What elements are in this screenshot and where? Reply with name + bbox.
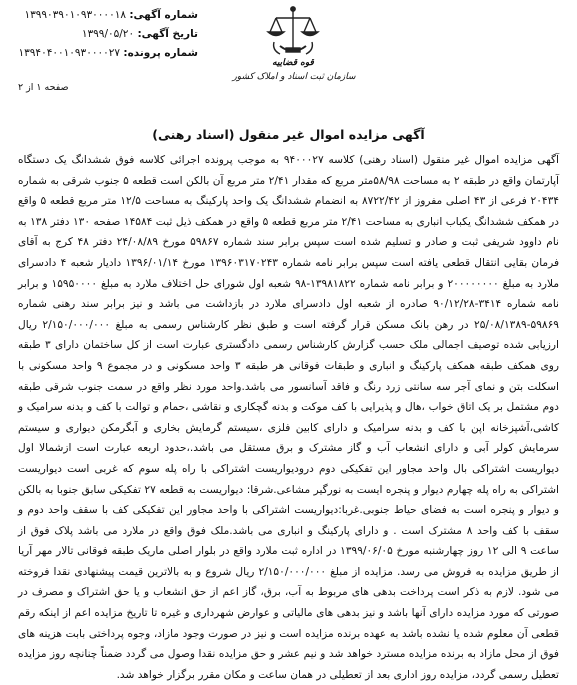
org-name-secondary: سازمان ثبت اسناد و املاک کشور (232, 72, 356, 82)
org-name-primary: قوه قضاییه (272, 58, 314, 68)
file-number-row (8, 44, 198, 63)
notice-number-label: شماره آگهی: (129, 9, 198, 21)
file-number: ۱۳۹۴۰۴۰۰۱۰۹۳۰۰۰۰۲۷ (18, 47, 121, 59)
notice-date: ۱۳۹۹/۰۵/۲۰ (81, 28, 135, 40)
notice-date-label: تاریخ آگهی: (137, 28, 198, 40)
notice-number-row (8, 6, 198, 25)
notice-number: ۱۳۹۹۰۳۹۰۱۰۹۳۰۰۰۰۱۸ (24, 9, 126, 21)
notice-title: آگهی مزایده اموال غیر منقول (اسناد رهنی) (152, 127, 425, 142)
notice-date-row (8, 25, 198, 44)
file-number-label: شماره پرونده: (123, 47, 198, 59)
notice-body: آگهی مزایده اموال غیر منقول (اسناد رهنی) کلاسه ۹۴۰۰۰۲۷ به موجب پرونده اجرائی کلاسه فوق ششدانگ یک دستگاه آپارتمان واقع در طبقه ۲ به مساحت ۵۸/۹۸متر مربع که مقدار ۲/۴۱ متر مربع آن بالکن است قطعه ۵ جنوب شرقی به شماره ۲۰۴۳۴ فرعی از ۴۳ اصلی مفروز از ۸۷۲۲/۴۲ به انضمام ششدانگ یک واحد پارکینگ به مساحت ۱۲/۵ متر مربع قطعه ۵ واقع در همکف ششدانگ یکباب انباری به مساحت ۲/۴۱ متر مربع قطعه ۵ واقع در همکف ذیل ثبت ۱۴۵۸۴ صفحه ۱۳۰ دفتر ۱۳۸ به نام داوود شریفی ثبت و صادر و تسلیم شده است سپس برابر سند شماره ۵۹۸۶۷ مورخ ۲۴/۰۸/۸۹ دفتر ۴۸ کرج به آقای فرمان بقایی انتقال قطعی یافته است سپس برابر نامه شماره ۱۳۹۶۰۳۱۷۰۲۴۳ مورخ ۱۳۹۶/۰۱/۱۴ دادیار شعبه ۴ دادسرای ملارد به مبلغ ۲۰۰۰۰۰۰۰۰ و برابر نامه شماره ۱۳۹۸۱۸۲۲-۹۸ شعبه اول شورای حل اختلاف ملارد به مبلغ ۱۵۹۵۰۰۰۰ و برابر نامه شماره ۳۴۱۴-۹۰/۱۲/۲۸ صادره از شعبه اول دادسرای ملارد در بازداشت می باشد و نیز برابر سند رهنی شماره ۵۹۸۶۹-۲۵/۰۸/۱۳۸۹ در رهن بانک مسکن قرار گرفته است و طبق نظر کارشناس رسمی به مبلغ ۲/۱۵۰/۰۰۰/۰۰۰ ریال ارزیابی شده توصیف اجمالی ملک حسب گزارش کارشناس رسمی دادگستری عبارت است از کل ساختمان دارای ۳ طبقه روی همکف طبقه همکف پارکینگ و انباری و طبقات فوقانی هر طبقه ۳ واحد مسکونی و در مجموع ۹ واحد مسکونی با اسکلت بتن و نمای آجر سه سانتی زرد رنگ و فاقد آسانسور می باشد.واحد مورد نظر واقع در سمت جنوب شرقی طبقه دوم مشتمل بر یک اتاق خواب ،هال و پذیرایی با کف موکت و بدنه گچکاری و نقاشی ،حمام و توالت با کف و بدنه سرامیک و کاشی،آشپزخانه اپن با کف و بدنه سرامیک و دارای کابین فلزی ،سیستم گرمایش بخاری و آبگرمکن دیواری و سیستم سرمایش کولر آبی و دارای انشعاب آب و گاز مشترک و برق مستقل می باشد.،حدود اربعه عبارت است ازشمالا اول دیواریست اشتراکی بال واحد مجاور این تفکیکی دوم درودیواریست اشتراکی با راه پله سوم که غربی است دیواریست اشتراکی به راه پله چهارم دیوار و پنجره ایست به نورگیر مشاعی.شرقا: دیواریست به قطعه ۲۷ تفکیکی سابق جنوبا به بالکن و دیوار و پنجره است به فضای حیاط جنوبی.غربا:دیواریست اشتراکی با واحد مجاور این تفکیکی کف با سقف واحد دوم و سقف با کف واحد ۸ مشترک است . و دارای پارکینگ و انباری می باشد.ملک فوق واقع در ملارد می باشد پلاک فوق از ساعت ۹ الی ۱۲ روز چهارشنبه مورخ ۱۳۹۹/۰۶/۰۵ در اداره ثبت ملارد واقع در بلوار اصلی ماریک طبقه فوقانی تالار مهر آریا از طریق مزایده به فروش می رسد. مزایده از مبلغ ۲/۱۵۰/۰۰۰/۰۰۰ ریال شروع و به بالاترین قیمت پیشنهادی نقدا فروخته می شود. لازم به ذکر است پرداخت بدهی های مربوط به آب، برق، گاز اعم از حق انشعاب و یا حق اشتراک و مصرف در صورتی که مورد مزایده دارای آنها باشد و نیز بدهی های مالیاتی و عوارض شهرداری و غیره تا تاریخ مزایده اعم از اینکه رقم قطعی آن معلوم شده یا نشده باشد به عهده برنده مزایده است و نیز در صورت وجود مازاد، وجوه پرداختی بابت هزینه های فوق از محل مازاد به برنده مزایده مسترد خواهد شد و نیم عشر و حق مزایده نقدا وصول می گردد ضمناً چنانچه روز مزایده تعطیل رسمی گردد، مزایده روز اداری بعد از تعطیلی در همان ساعت و مکان مقرر برگزار خواهد شد. (18, 154, 560, 681)
notice-meta (8, 6, 198, 63)
judiciary-emblem-icon (262, 4, 324, 60)
page-indicator: صفحه ۱ از ۲ (18, 82, 69, 93)
